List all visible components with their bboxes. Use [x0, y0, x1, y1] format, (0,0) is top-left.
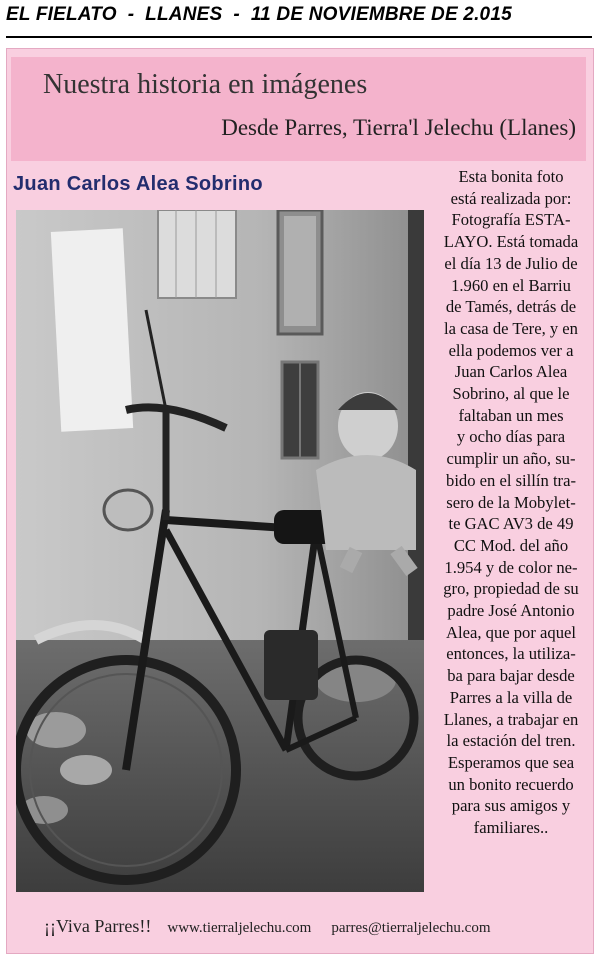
article-line: y ocho días para	[456, 427, 566, 447]
article-line: entonces, la utiliza-	[446, 644, 576, 664]
section-banner	[11, 57, 586, 161]
article-line: para sus amigos y	[451, 796, 571, 816]
article-line: Parres a la villa de	[449, 687, 573, 707]
article-line: faltaban un mes	[458, 405, 564, 425]
footer	[44, 916, 584, 937]
article-line: ella podemos ver a	[448, 340, 574, 360]
footer-slogan: ¡¡Viva Parres!!	[44, 916, 152, 936]
article-line: Esperamos que sea	[447, 752, 575, 772]
article-line: Sobrino, al que le	[452, 384, 570, 404]
article-line: familiares..	[473, 818, 549, 838]
article-line: gro, propiedad de su	[443, 579, 579, 599]
article-line: un bonito recuerdo	[448, 774, 574, 794]
article-line: bido en el sillín tra-	[446, 470, 576, 490]
page-header: EL FIELATO - LLANES - 11 DE NOVIEMBRE DE 2.015	[6, 4, 512, 25]
article-line: cumplir un año, su-	[446, 449, 576, 469]
article-line: de Tamés, detrás de	[445, 297, 577, 317]
article-line: la estación del tren.	[446, 731, 576, 751]
footer-email-link[interactable]: parres@tierraljelechu.com	[331, 920, 491, 936]
article-line: ba para bajar desde	[447, 666, 575, 686]
section-subtitle: Desde Parres, Tierra'l Jelechu (Llanes)	[221, 115, 576, 140]
author-name: Juan Carlos Alea Sobrino	[13, 173, 263, 195]
article-line: Esta bonita foto	[458, 167, 564, 186]
article-line: la casa de Tere, y en	[444, 318, 578, 338]
article-line: LAYO. Está tomada	[443, 232, 579, 252]
article-line: está realizada por:	[450, 188, 572, 208]
header-rule	[6, 36, 592, 38]
section-title: Nuestra historia en imágenes	[43, 69, 368, 100]
footer-website-link[interactable]: www.tierraljelechu.com	[167, 920, 312, 936]
article-line: Fotografía ESTA-	[451, 210, 571, 230]
article-line: 1.960 en el Barriu	[451, 275, 571, 295]
historic-photo	[16, 210, 424, 892]
article-line: Alea, que por aquel	[446, 622, 576, 642]
photo-child-on-mobylette-icon	[16, 210, 424, 892]
article-line: 1.954 y de color ne-	[444, 557, 578, 577]
article-line: sero de la Mobylet-	[446, 492, 576, 512]
article-body	[436, 166, 586, 839]
article-line: te GAC AV3 de 49	[448, 514, 574, 534]
article-line: CC Mod. del año	[453, 535, 569, 555]
article-line: padre José Antonio	[447, 601, 575, 621]
article-line: Juan Carlos Alea	[454, 362, 568, 382]
article-line: Llanes, a trabajar en	[443, 709, 579, 729]
article-line: el día 13 de Julio de	[444, 253, 578, 273]
